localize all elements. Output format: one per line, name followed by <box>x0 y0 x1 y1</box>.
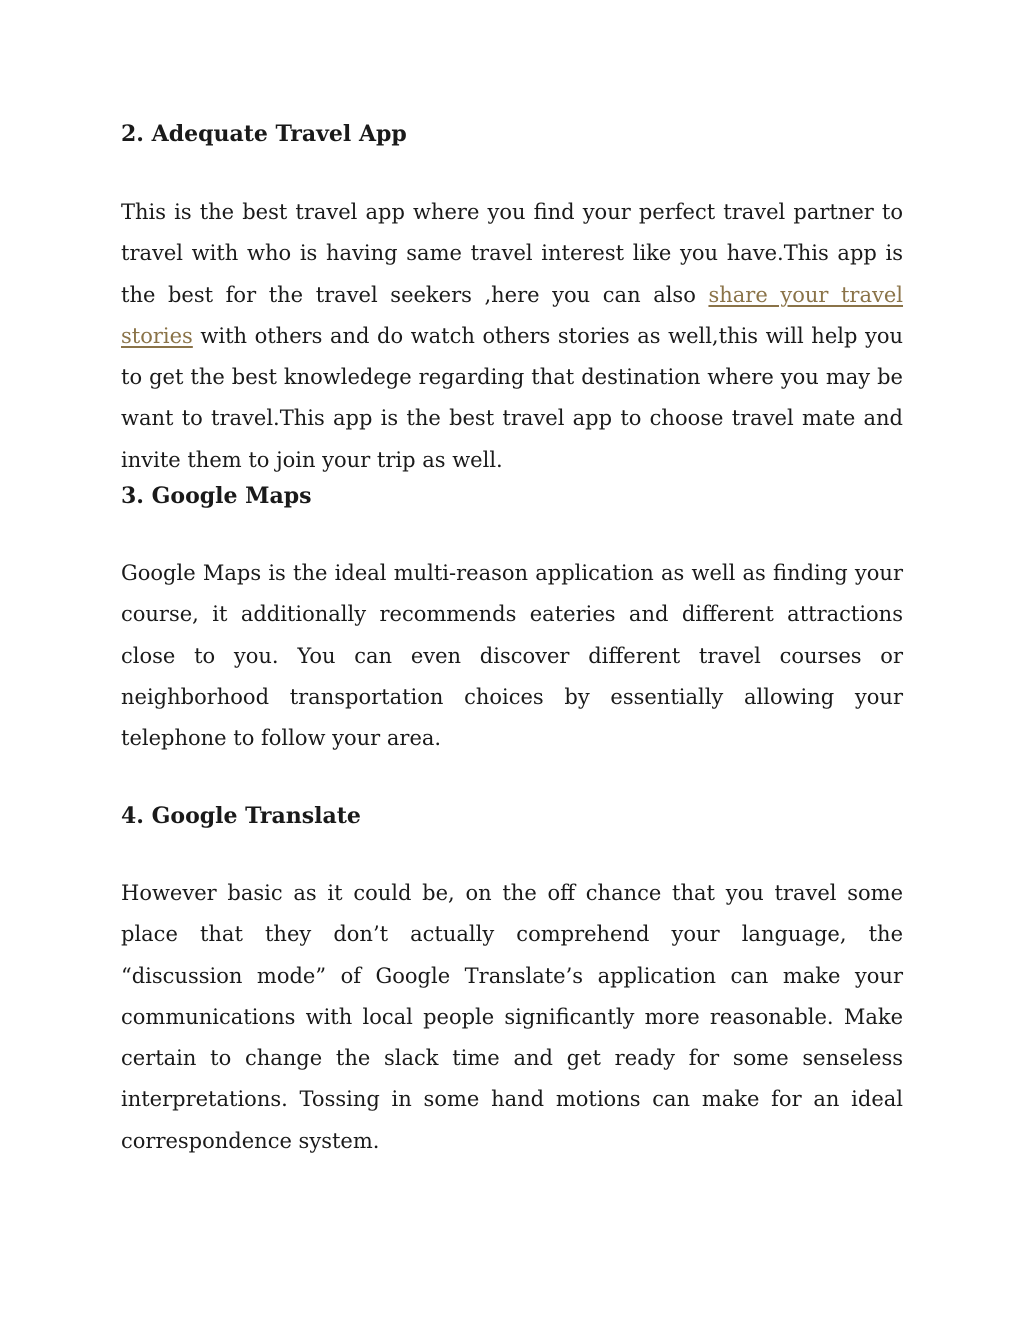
share-travel-stories-link[interactable]: share your travel stories <box>121 282 904 348</box>
section-paragraph-google-translate: However basic as it could be, on the off chance that you travel some place that they don’t actually comprehend your language, the “discussion mode” of Google Translate’s application can make your communications with local people significantly more reasonable. Make certain to change the slack time and get ready for some senseless interpretations. Tossing in some hand motions can make for an ideal correspondence system. <box>121 881 903 1153</box>
section-heading-google-maps: 3. Google Maps <box>121 483 312 509</box>
section-paragraph-google-maps: Google Maps is the ideal multi-reason application as well as finding your course, it additionally recommends eateries and different attractions close to you. You can even discover different travel courses or neighborhood transportation choices by essentially allowing your telephone to follow your area. <box>121 561 903 751</box>
paragraph-text: This is the best travel app where you find your perfect travel partner to travel with who is having same travel interest like you have.This app is the best for the travel seekers ,here you can also <box>121 200 903 307</box>
paragraph-text: with others and do watch others stories as well,this will help you to get the best knowledege regarding that destination where you may be want to travel.This app is the best travel app to choose travel mate and invite them to join your trip as well. <box>121 323 903 472</box>
section-paragraph-adequate-travel-app <box>121 192 903 481</box>
section-heading-google-translate: 4. Google Translate <box>121 803 361 829</box>
section-heading-adequate-travel-app: 2. Adequate Travel App <box>121 121 407 147</box>
